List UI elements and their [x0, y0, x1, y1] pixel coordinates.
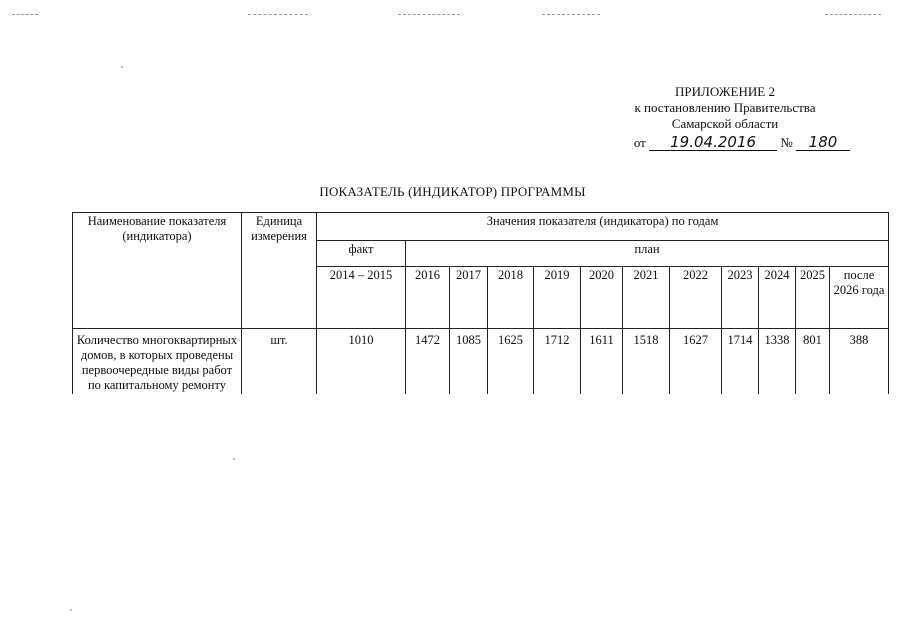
scan-speck — [70, 609, 72, 611]
scan-artifact — [248, 14, 308, 15]
indicator-table — [72, 212, 889, 394]
header-year: 2017 — [450, 267, 488, 329]
row-plan-value: 388 — [830, 329, 889, 395]
header-year: 2025 — [796, 267, 830, 329]
scan-artifact — [825, 14, 881, 15]
handwritten-number: 180 — [796, 134, 850, 151]
header-fact: факт — [317, 241, 406, 267]
header-name: Наименование показателя (индикатора) — [73, 213, 242, 329]
header-year: 2020 — [581, 267, 623, 329]
row-plan-value: 1611 — [581, 329, 623, 395]
row-plan-value: 1518 — [623, 329, 670, 395]
header-year: 2022 — [670, 267, 722, 329]
scan-speck — [121, 66, 123, 68]
header-unit: Единица измерения — [242, 213, 317, 329]
order-line — [600, 134, 850, 151]
header-fact-period: 2014 – 2015 — [317, 267, 406, 329]
header-year-after-2026: после 2026 года — [830, 267, 889, 329]
scan-artifact — [398, 14, 460, 15]
row-plan-value: 1085 — [450, 329, 488, 395]
header-values-by-year: Значения показателя (индикатора) по годам — [317, 213, 889, 241]
header-year: 2019 — [534, 267, 581, 329]
table-row — [73, 329, 889, 395]
appendix-title: ПРИЛОЖЕНИЕ 2 — [675, 84, 775, 99]
row-fact-value: 1010 — [317, 329, 406, 395]
header-year: 2024 — [759, 267, 796, 329]
row-plan-value: 1627 — [670, 329, 722, 395]
scan-artifact — [12, 14, 38, 15]
handwritten-date: 19.04.2016 — [649, 134, 777, 151]
document-title: ПОКАЗАТЕЛЬ (ИНДИКАТОР) ПРОГРАММЫ — [319, 184, 586, 199]
header-year: 2023 — [722, 267, 759, 329]
appendix-line-1: к постановлению Правительства — [634, 100, 816, 115]
appendix-line-2: Самарской области — [671, 116, 779, 131]
row-plan-value: 1714 — [722, 329, 759, 395]
scan-artifact — [542, 14, 600, 15]
number-label: № — [780, 135, 793, 150]
header-year: 2018 — [488, 267, 534, 329]
row-unit: шт. — [242, 329, 317, 395]
row-plan-value: 1625 — [488, 329, 534, 395]
header-plan: план — [406, 241, 889, 267]
from-label: от — [633, 135, 646, 150]
row-plan-value: 1338 — [759, 329, 796, 395]
row-name: Количество многоквартирных домов, в которых проведены первоочередные виды работ по капитальному ремонту — [73, 329, 242, 395]
appendix-block — [600, 84, 850, 151]
row-plan-value: 801 — [796, 329, 830, 395]
row-plan-value: 1472 — [406, 329, 450, 395]
row-plan-value: 1712 — [534, 329, 581, 395]
header-year: 2016 — [406, 267, 450, 329]
header-year: 2021 — [623, 267, 670, 329]
scan-speck — [233, 458, 235, 460]
